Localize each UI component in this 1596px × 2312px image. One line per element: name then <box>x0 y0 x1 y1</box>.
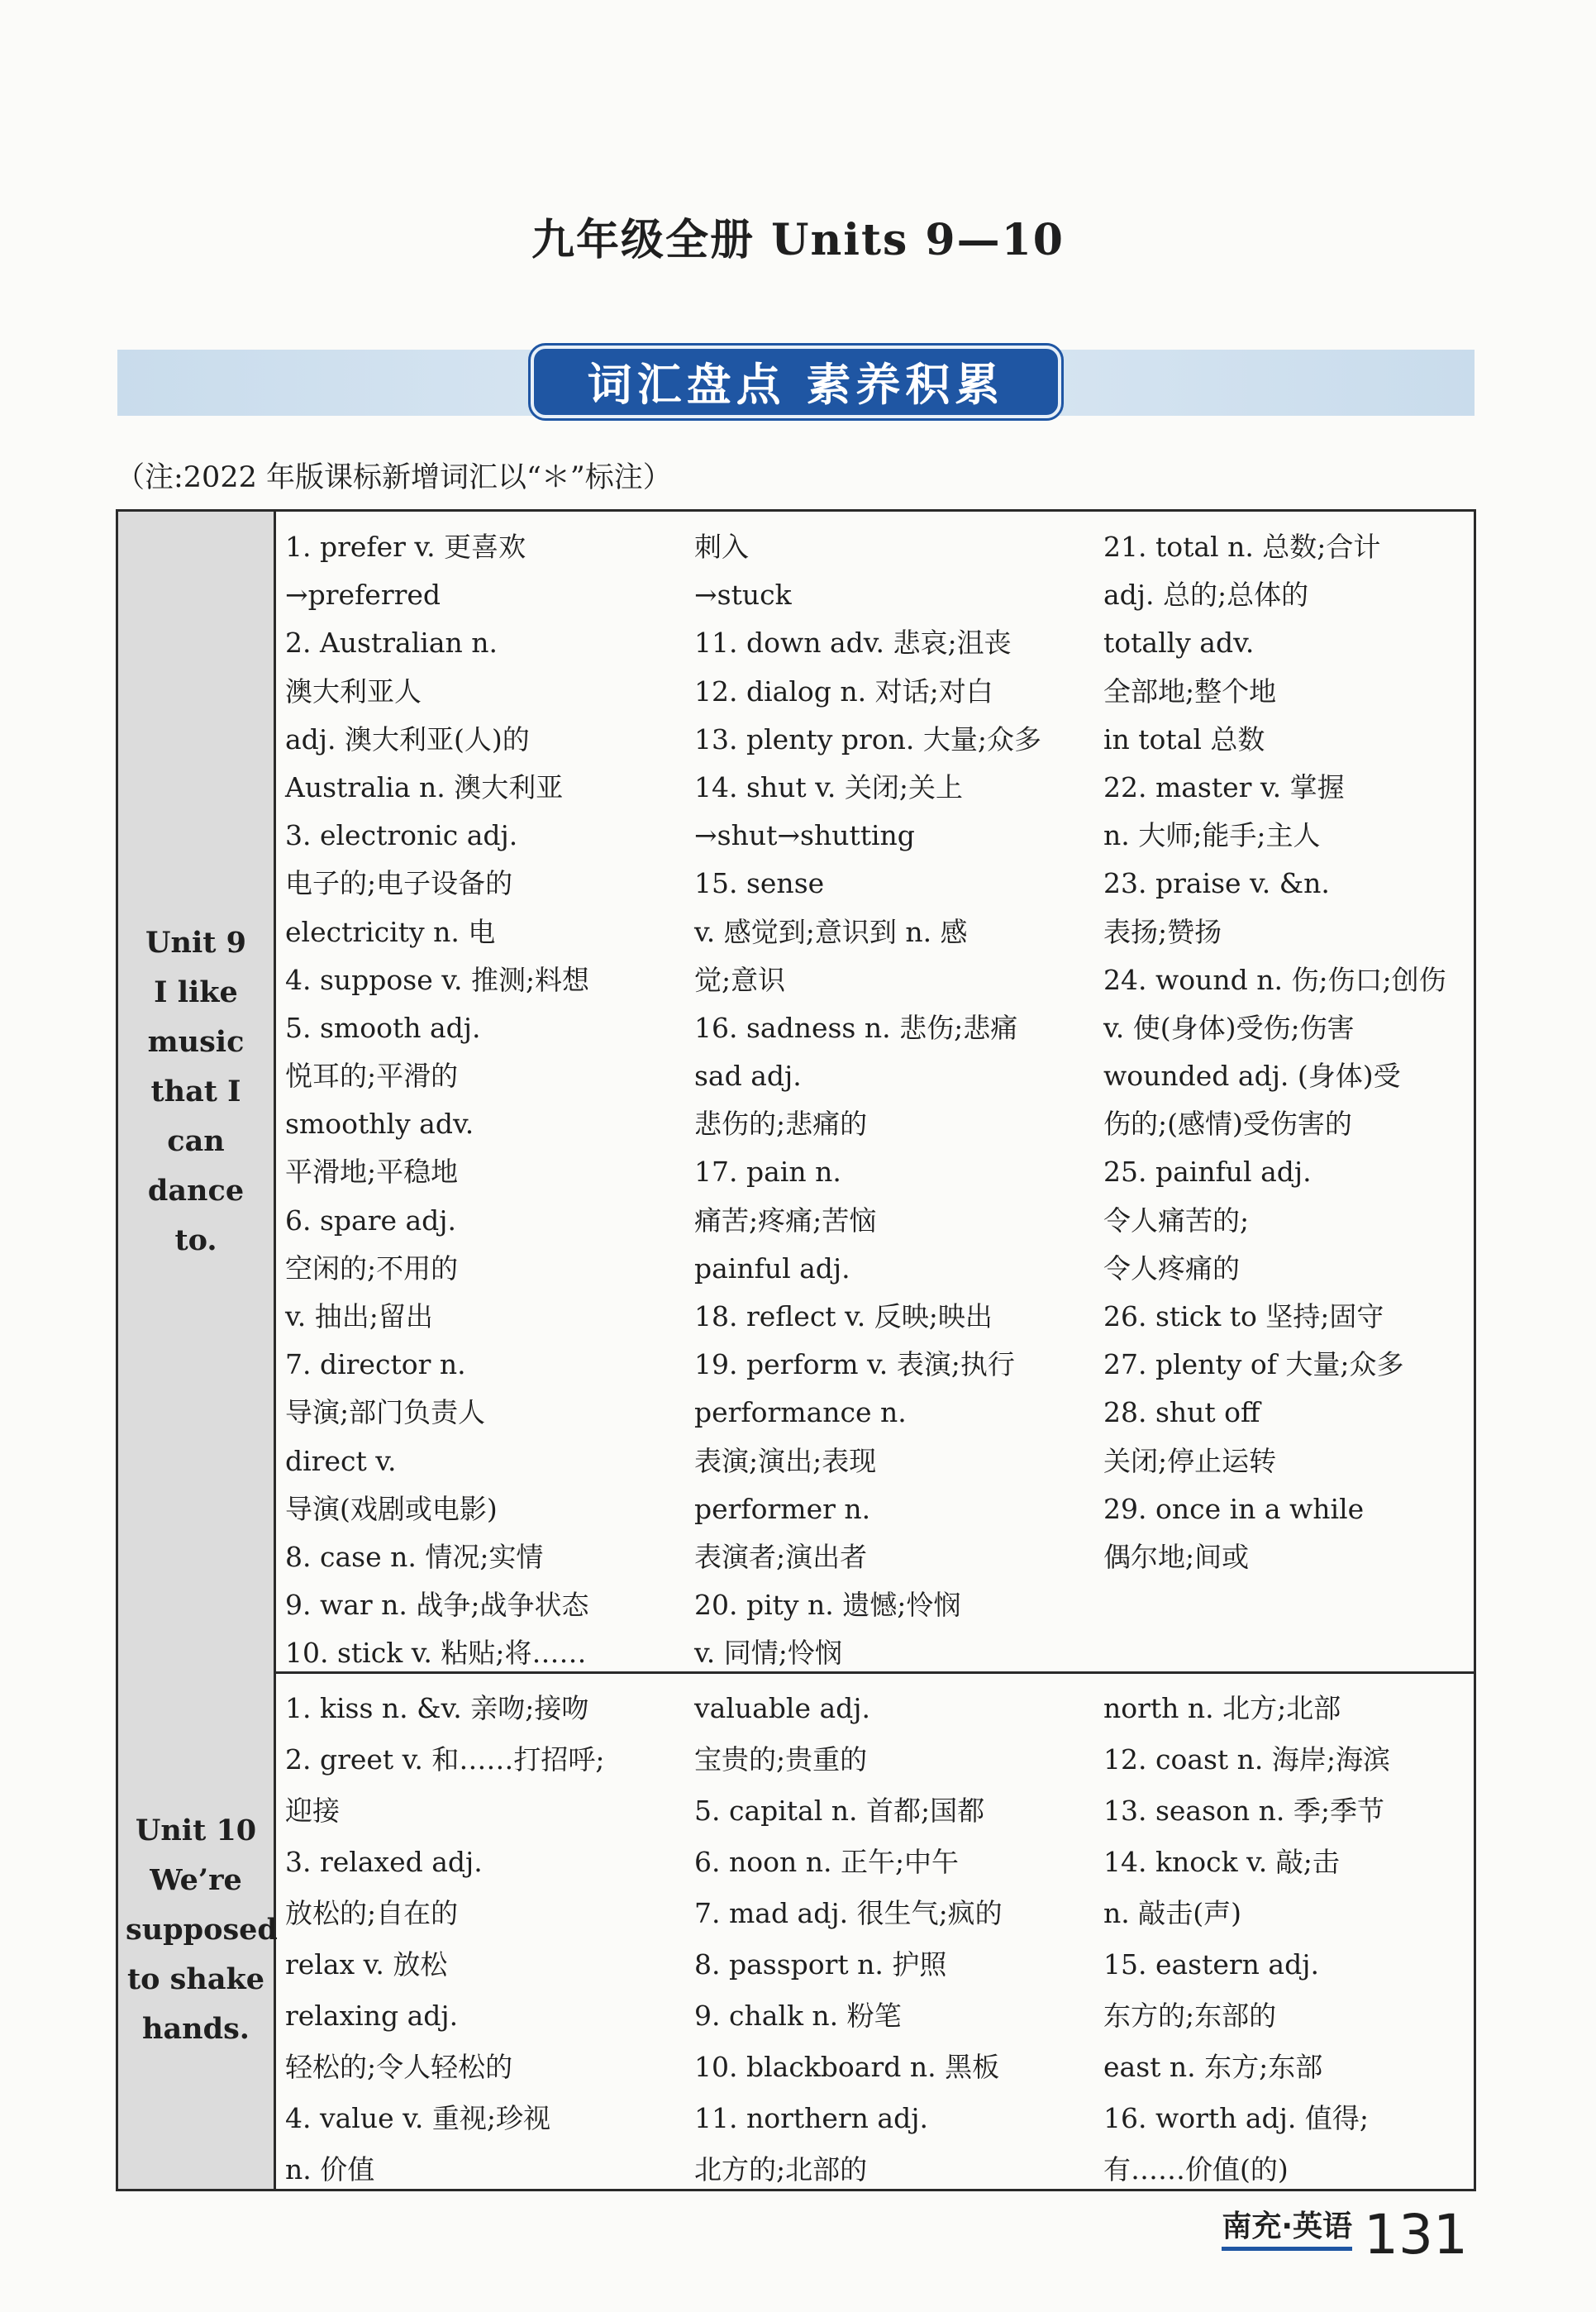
vocab-line: 24. wound n. 伤;伤口;创伤 <box>1103 963 1446 996</box>
vocab-line: 7. director n. <box>285 1348 466 1381</box>
vocab-line: n. 价值 <box>285 2153 375 2186</box>
vocab-line: adj. 总的;总体的 <box>1103 579 1309 612</box>
vocab-line: 8. case n. 情况;实情 <box>285 1540 544 1573</box>
vocab-line: n. 大师;能手;主人 <box>1103 819 1321 852</box>
vocab-line: 17. pain n. <box>694 1156 841 1189</box>
vocab-line: 平滑地;平稳地 <box>285 1156 459 1189</box>
vocab-line: 23. praise v. &n. <box>1103 867 1330 900</box>
vocab-line: 14. shut v. 关闭;关上 <box>694 770 963 803</box>
vocab-line: 迎接 <box>285 1795 340 1827</box>
vocab-column <box>1103 523 1508 1581</box>
unit-label: Unit 9 I like music that I can dance to. <box>145 925 246 1257</box>
vocab-column <box>285 1683 690 2195</box>
vocab-line: n. 敲击(声) <box>1103 1897 1241 1929</box>
vocab-line: 11. down adv. 悲哀;沮丧 <box>694 627 1012 660</box>
vocab-line: 关闭;停止运转 <box>1103 1444 1277 1477</box>
vocab-line: v. 使(身体)受伤;伤害 <box>1103 1011 1355 1044</box>
vocab-line: 4. suppose v. 推测;料想 <box>285 963 590 996</box>
vocab-line: 令人痛苦的; <box>1103 1204 1250 1237</box>
vocab-line: Australia n. 澳大利亚 <box>285 770 564 803</box>
vocab-line: 15. sense <box>694 867 825 900</box>
page-number: 131 <box>1364 2203 1468 2267</box>
vocab-line: 12. coast n. 海岸;海滨 <box>1103 1743 1391 1776</box>
vocab-column <box>1103 1683 1508 2195</box>
page-title: 九年级全册 Units 9—10 <box>531 215 1065 265</box>
vocab-line: 27. plenty of 大量;众多 <box>1103 1348 1404 1381</box>
vocab-line: 13. season n. 季;季节 <box>1103 1795 1385 1827</box>
vocab-line: 15. eastern adj. <box>1103 1948 1319 1981</box>
vocab-line: 6. spare adj. <box>285 1204 457 1237</box>
vocab-column <box>285 523 690 1678</box>
vocab-line: 12. dialog n. 对话;对白 <box>694 675 993 708</box>
vocab-column <box>694 523 1099 1678</box>
vocab-line: 2. greet v. 和……打招呼; <box>285 1743 605 1776</box>
footer-brand: 南充·英语 <box>1222 2203 1352 2251</box>
vocab-line: 轻松的;令人轻松的 <box>285 2051 513 2083</box>
vocab-line: 电子的;电子设备的 <box>285 867 513 900</box>
vocab-line: 11. northern adj. <box>694 2102 928 2134</box>
vocab-line: →stuck <box>694 579 792 612</box>
unit-row <box>118 1671 1474 2189</box>
vocab-line: 令人疼痛的 <box>1103 1251 1240 1285</box>
vocab-line: adj. 澳大利亚(人)的 <box>285 722 530 756</box>
vocab-line: 全部地;整个地 <box>1103 675 1277 708</box>
vocab-line: 8. passport n. 护照 <box>694 1948 947 1981</box>
vocab-line: 22. master v. 掌握 <box>1103 770 1345 803</box>
vocab-line: 5. capital n. 首都;国都 <box>694 1795 985 1827</box>
vocab-line: 19. perform v. 表演;执行 <box>694 1348 1015 1381</box>
vocab-line: valuable adj. <box>694 1692 871 1724</box>
vocab-line: 21. total n. 总数;合计 <box>1103 531 1381 563</box>
vocab-line: 偶尔地;间或 <box>1103 1540 1250 1573</box>
vocab-line: 9. war n. 战争;战争状态 <box>285 1589 589 1622</box>
vocab-line: 14. knock v. 敲;击 <box>1103 1846 1340 1878</box>
vocab-line: 9. chalk n. 粉笔 <box>694 2000 902 2032</box>
vocab-line: 悲伤的;悲痛的 <box>694 1108 868 1141</box>
vocab-line: 伤的;(感情)受伤害的 <box>1103 1108 1352 1141</box>
vocab-line: wounded adj. (身体)受 <box>1103 1060 1401 1093</box>
vocab-line: performance n. <box>694 1396 907 1429</box>
vocab-line: 导演;部门负责人 <box>285 1396 486 1429</box>
vocab-line: 澳大利亚人 <box>285 675 422 708</box>
vocab-line: v. 同情;怜悯 <box>694 1637 842 1670</box>
vocab-line: v. 感觉到;意识到 n. 感 <box>694 915 968 948</box>
vocab-line: 6. noon n. 正午;中午 <box>694 1846 960 1878</box>
vocab-line: 16. worth adj. 值得; <box>1103 2102 1369 2134</box>
vocab-line: 25. painful adj. <box>1103 1156 1312 1189</box>
vocab-line: 13. plenty pron. 大量;众多 <box>694 722 1041 756</box>
vocab-line: painful adj. <box>694 1251 850 1285</box>
vocab-line: relax v. 放松 <box>285 1948 448 1981</box>
vocab-line: 表演者;演出者 <box>694 1540 868 1573</box>
vocab-line: →shut→shutting <box>694 819 915 852</box>
vocab-line: 1. prefer v. 更喜欢 <box>285 531 526 563</box>
vocab-line: 导演(戏剧或电影) <box>285 1492 498 1525</box>
vocabulary-table <box>116 509 1476 2191</box>
vocab-line: 觉;意识 <box>694 963 786 996</box>
vocab-column <box>694 1683 1099 2195</box>
vocab-line: totally adv. <box>1103 627 1255 660</box>
unit-cell <box>118 1671 276 2189</box>
vocab-line: 痛苦;疼痛;苦恼 <box>694 1204 877 1237</box>
vocab-line: 10. stick v. 粘贴;将…… <box>285 1637 587 1670</box>
page-footer <box>1222 2203 1468 2267</box>
vocab-line: 2. Australian n. <box>285 627 498 660</box>
vocab-line: 7. mad adj. 很生气;疯的 <box>694 1897 1003 1929</box>
vocab-line: 29. once in a while <box>1103 1492 1365 1525</box>
vocab-line: 宝贵的;贵重的 <box>694 1743 868 1776</box>
vocab-line: 4. value v. 重视;珍视 <box>285 2102 550 2134</box>
vocab-line: v. 抽出;留出 <box>285 1300 433 1332</box>
vocab-line: 表演;演出;表现 <box>694 1444 877 1477</box>
unit-row <box>118 512 1474 1674</box>
vocab-line: 16. sadness n. 悲伤;悲痛 <box>694 1011 1018 1044</box>
vocab-line: 1. kiss n. &v. 亲吻;接吻 <box>285 1692 589 1724</box>
vocab-line: north n. 北方;北部 <box>1103 1692 1341 1724</box>
vocab-line: 3. electronic adj. <box>285 819 518 852</box>
vocab-line: direct v. <box>285 1444 397 1477</box>
vocab-line: 空闲的;不用的 <box>285 1251 459 1285</box>
vocab-line: in total 总数 <box>1103 722 1265 756</box>
vocab-line: performer n. <box>694 1492 871 1525</box>
vocab-line: smoothly adv. <box>285 1108 474 1141</box>
vocab-line: 28. shut off <box>1103 1396 1260 1429</box>
vocab-line: 3. relaxed adj. <box>285 1846 483 1878</box>
vocab-line: 刺入 <box>694 531 749 563</box>
vocab-line: 有……价值(的) <box>1103 2153 1289 2186</box>
annotation-note: （注:2022 年版课标新增词汇以“＊”标注） <box>116 461 672 494</box>
unit-label: Unit 10 We’re supposed to shake hands. <box>126 1814 278 2046</box>
vocab-line: 北方的;北部的 <box>694 2153 868 2186</box>
vocab-line: 表扬;赞扬 <box>1103 915 1222 948</box>
vocab-line: east n. 东方;东部 <box>1103 2051 1323 2083</box>
vocab-line: 放松的;自在的 <box>285 1897 459 1929</box>
unit-cell <box>118 512 276 1671</box>
vocab-line: 悦耳的;平滑的 <box>285 1060 459 1093</box>
vocab-line: 东方的;东部的 <box>1103 2000 1277 2032</box>
vocab-line: 18. reflect v. 反映;映出 <box>694 1300 993 1332</box>
vocab-line: 26. stick to 坚持;固守 <box>1103 1300 1384 1332</box>
vocab-line: sad adj. <box>694 1060 802 1093</box>
vocab-line: electricity n. 电 <box>285 915 496 948</box>
vocab-line: →preferred <box>285 579 441 612</box>
vocab-line: 5. smooth adj. <box>285 1011 481 1044</box>
section-banner-title: 词汇盘点 素养积累 <box>531 346 1061 418</box>
vocab-line: 10. blackboard n. 黑板 <box>694 2051 1000 2083</box>
vocab-line: 20. pity n. 遗憾;怜悯 <box>694 1589 961 1622</box>
vocab-line: relaxing adj. <box>285 2000 459 2032</box>
